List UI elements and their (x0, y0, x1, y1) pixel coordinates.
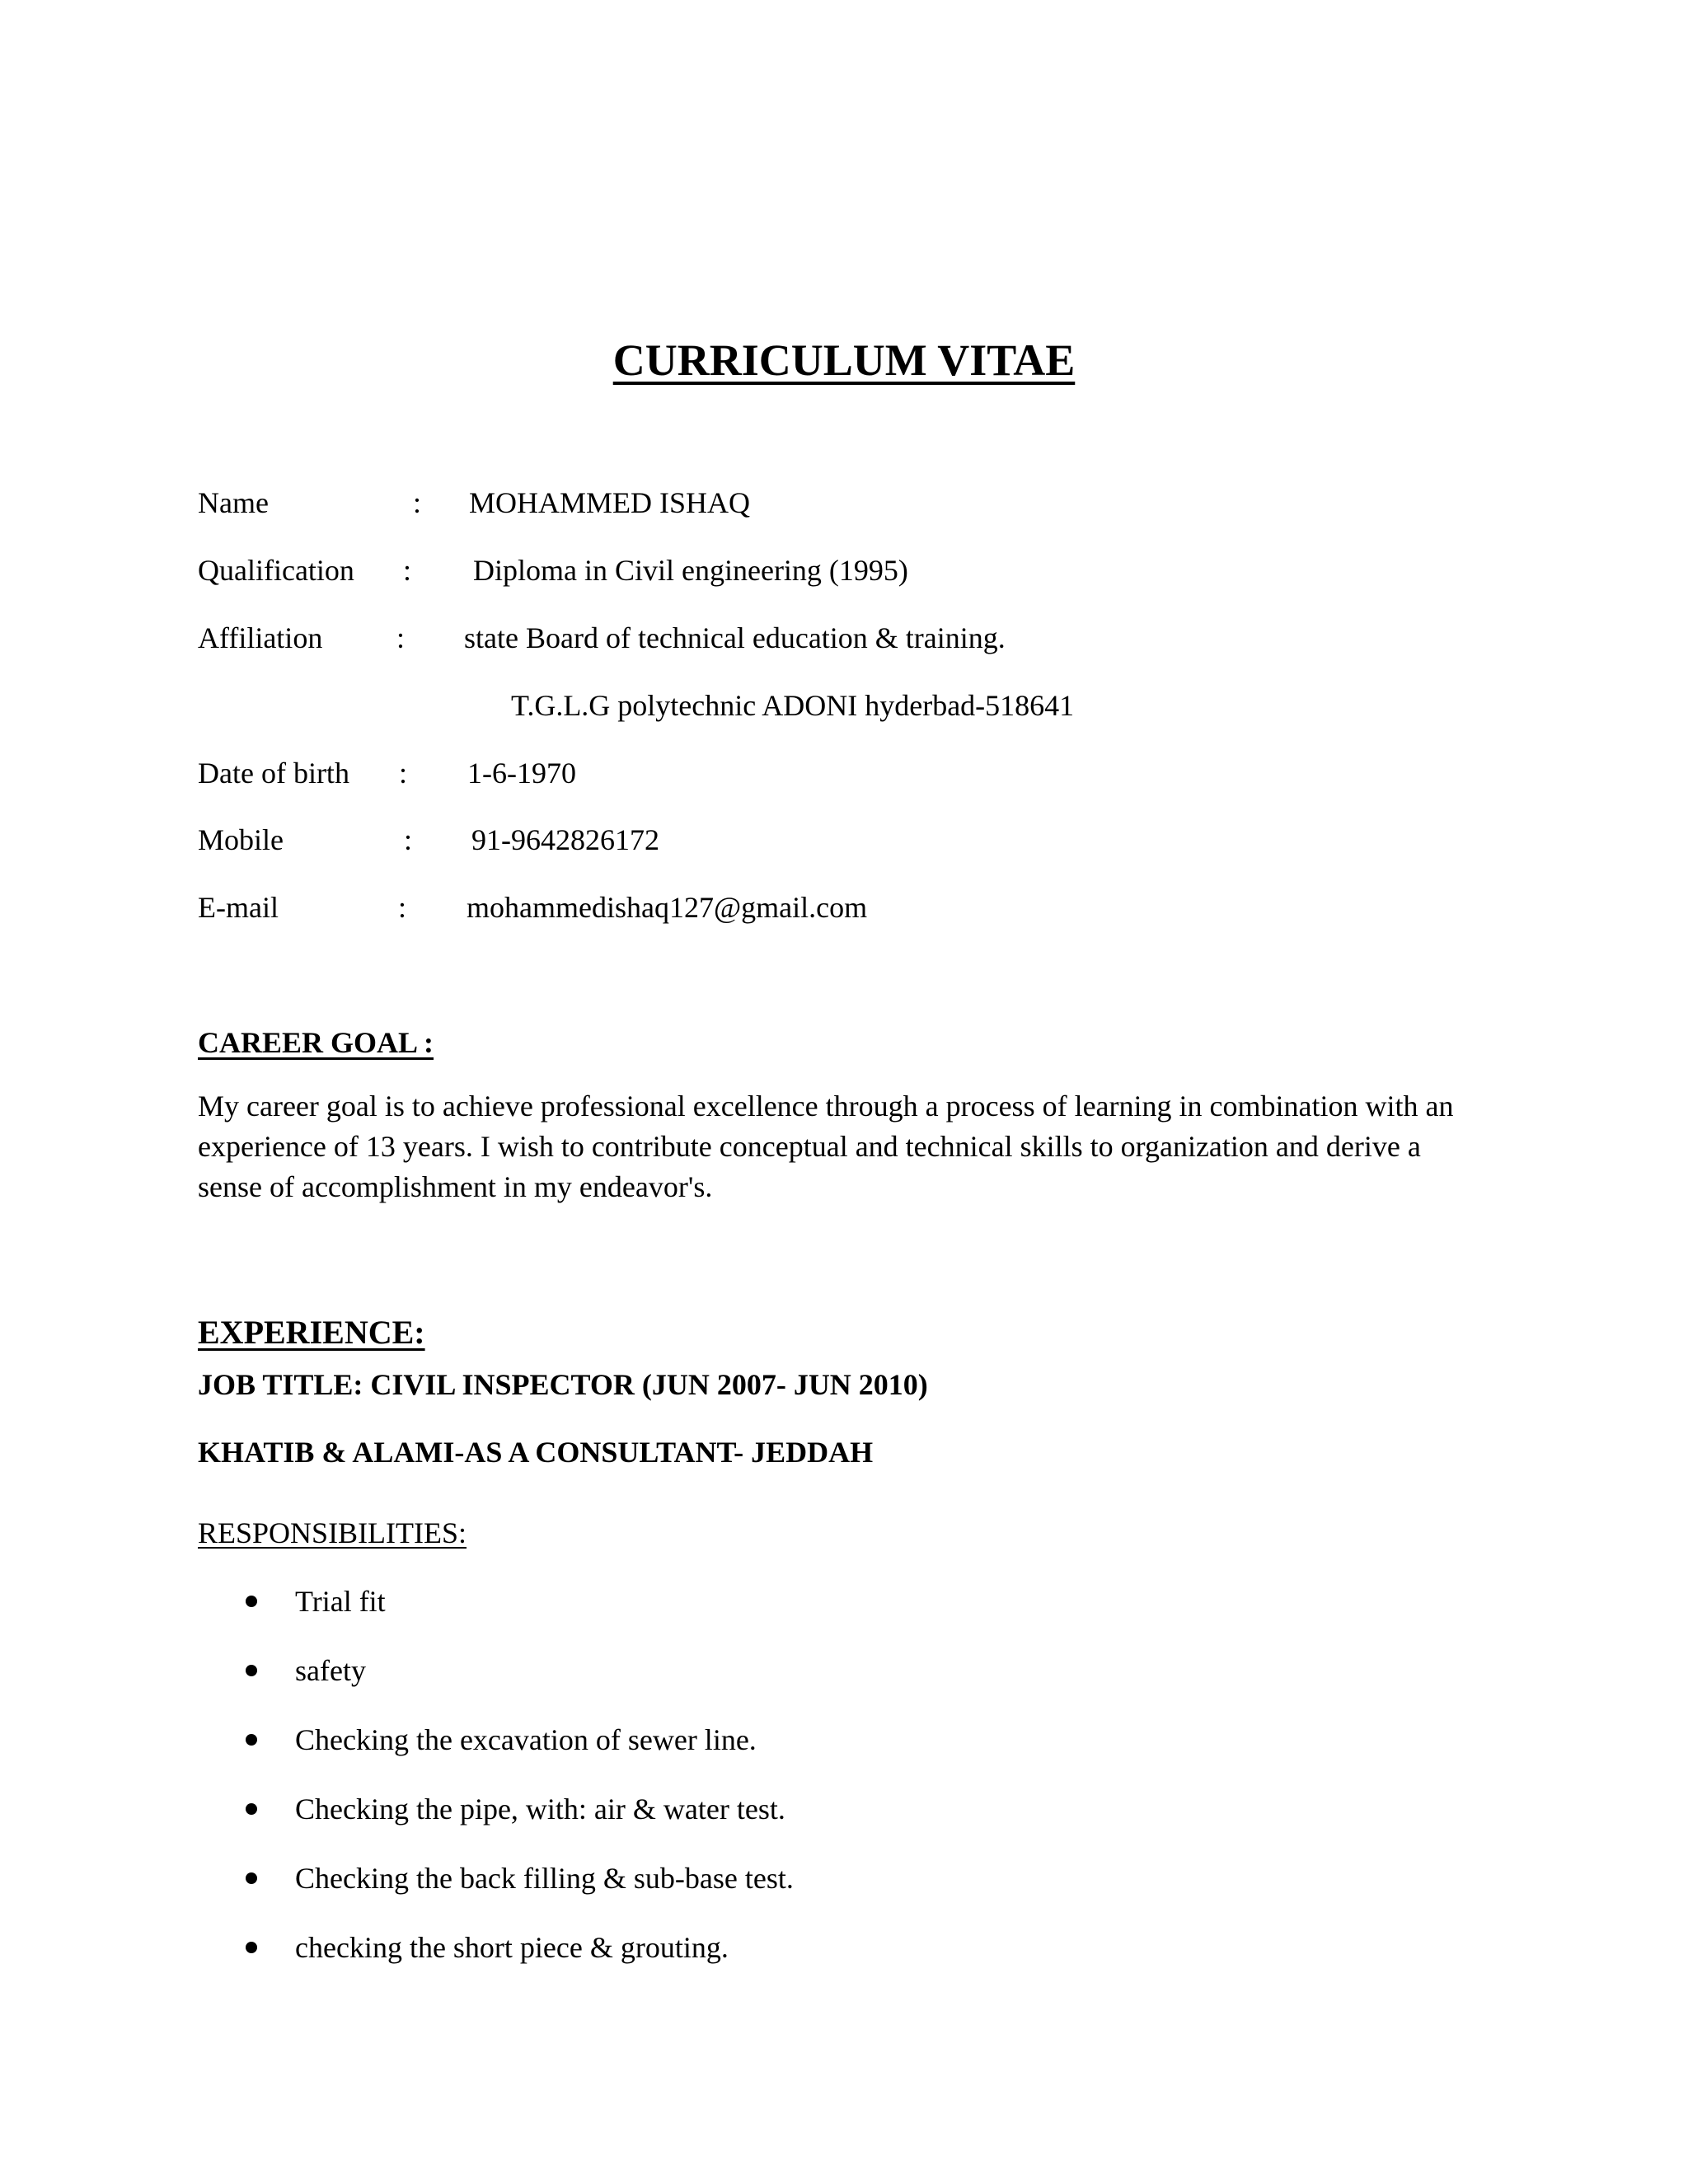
list-item-text: Checking the pipe, with: air & water test. (295, 1793, 785, 1825)
info-label: Qualification (198, 554, 354, 587)
info-label: Date of birth (198, 757, 349, 790)
info-row-date-of-birth (0, 752, 1688, 794)
info-colon: : (399, 757, 408, 790)
info-label: Name (198, 486, 269, 519)
info-colon: : (403, 554, 412, 587)
info-value: 91-9642826172 (471, 823, 659, 856)
career-goal-line: sense of accomplishment in my endeavor's. (198, 1170, 713, 1203)
career-goal-heading: CAREER GOAL : (198, 1026, 434, 1059)
list-item-text: Trial fit (295, 1585, 386, 1618)
info-colon: : (398, 891, 407, 924)
bullet-icon (246, 1872, 257, 1884)
info-label: E-mail (198, 891, 279, 924)
bullet-icon (246, 1803, 257, 1815)
list-item-text: Checking the excavation of sewer line. (295, 1723, 757, 1756)
list-item (0, 1927, 1688, 1996)
info-colon: : (396, 621, 406, 654)
responsibilities-label: RESPONSIBILITIES: (198, 1516, 467, 1549)
responsibilities-list (0, 1581, 1688, 1996)
career-goal-line: My career goal is to achieve professional excellence through a process of learning in combination with an (198, 1090, 1454, 1122)
info-row-email (0, 887, 1688, 928)
bullet-icon (246, 1734, 257, 1746)
list-item (0, 1858, 1688, 1927)
info-row-affiliation-continued (0, 685, 1688, 726)
info-value: state Board of technical education & training. (464, 621, 1006, 654)
employer: KHATIB & ALAMI-AS A CONSULTANT- JEDDAH (198, 1436, 874, 1469)
info-row-qualification (0, 550, 1688, 591)
list-item (0, 1788, 1688, 1858)
info-label: Mobile (198, 823, 284, 856)
list-item-text: Checking the back filling & sub-base test. (295, 1862, 794, 1895)
bullet-icon (246, 1596, 257, 1607)
career-goal-paragraph (198, 1086, 1533, 1207)
info-label: Affiliation (198, 621, 323, 654)
career-goal-line: experience of 13 years. I wish to contribute conceptual and technical skills to organization and derive a (198, 1130, 1421, 1163)
experience-heading: EXPERIENCE: (198, 1314, 425, 1351)
list-item-text: safety (295, 1654, 366, 1687)
list-item (0, 1719, 1688, 1788)
info-value: mohammedishaq127@gmail.com (467, 891, 868, 924)
list-item-text: checking the short piece & grouting. (295, 1931, 729, 1964)
info-value: Diploma in Civil engineering (1995) (473, 554, 908, 587)
info-value: T.G.L.G polytechnic ADONI hyderbad-518641 (511, 689, 1075, 722)
list-item (0, 1581, 1688, 1650)
info-value: 1-6-1970 (467, 757, 576, 790)
info-value: MOHAMMED ISHAQ (469, 486, 751, 519)
document-title: CURRICULUM VITAE (612, 335, 1076, 385)
bullet-icon (246, 1942, 257, 1953)
info-colon: : (413, 486, 422, 519)
job-title: JOB TITLE: CIVIL INSPECTOR (JUN 2007- JUN 2010) (198, 1368, 928, 1401)
info-row-mobile (0, 819, 1688, 860)
info-row-name (0, 482, 1688, 523)
info-row-affiliation (0, 617, 1688, 658)
list-item (0, 1650, 1688, 1719)
info-colon: : (404, 823, 413, 856)
bullet-icon (246, 1665, 257, 1676)
